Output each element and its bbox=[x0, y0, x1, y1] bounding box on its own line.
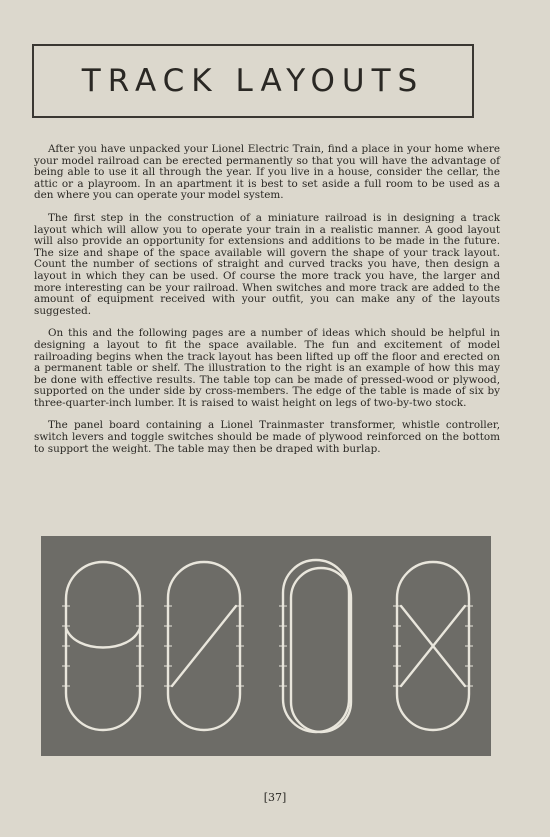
layout-oval-with-cross-track bbox=[66, 562, 140, 730]
paragraph-2: The first step in the construction of a miniature railroad is in designing a track layout which will allow you to operate your train in a realistic manner. A good layout will also provide an opportunity for extensions and additions to be made in the future. The size and shape of the space available will govern the shape of your track layout. Count the number of sections of straight and curved tracks you have, then design a layout in which they can be used. Of course the more track you have, the larger and more interesting can be your railroad. When switches and more track are added to the amount of equipment received with your outfit, you can make any of the layouts suggested. bbox=[34, 211, 500, 317]
track-layouts-photo bbox=[41, 536, 491, 756]
layout-figure-eight bbox=[397, 562, 469, 730]
paragraph-1: After you have unpacked your Lionel Electric Train, find a place in your home where your model railroad can be erected permanently so that you will have the advantage of being able to use it all through the year. If you live in a house, consider the cellar, the attic or a playroom. In an apartment it is best to set aside a full room to be used as a den where you can operate your model system. bbox=[34, 143, 500, 202]
layout-double-oval bbox=[283, 560, 351, 732]
paragraph-4: The panel board containing a Lionel Trainmaster transformer, whistle controller, switch levers and toggle switches should be made of plywood reinforced on the bottom to support the weight. The table may then be draped with burlap. bbox=[34, 419, 500, 455]
title-frame bbox=[32, 44, 474, 118]
page-number: [37] bbox=[263, 791, 287, 804]
body-text bbox=[34, 144, 500, 466]
track-layouts-illustration bbox=[41, 536, 491, 756]
layout-oval-with-diagonal-crossover bbox=[168, 562, 240, 730]
page-title: TRACK LAYOUTS bbox=[81, 63, 425, 99]
paragraph-3: On this and the following pages are a number of ideas which should be helpful in designing a layout to fit the space available. The fun and excitement of model railroading begins when the track layout has been lifted up off the floor and erected on a permanent table or shelf. The illustration to the right is an example of how this may be done with effective results. The table top can be made of pressed-wood or plywood, supported on the under side by cross-members. The edge of the table is made of six by three-quarter-inch lumber. It is raised to waist height on legs of two-by-two stock. bbox=[34, 327, 500, 409]
